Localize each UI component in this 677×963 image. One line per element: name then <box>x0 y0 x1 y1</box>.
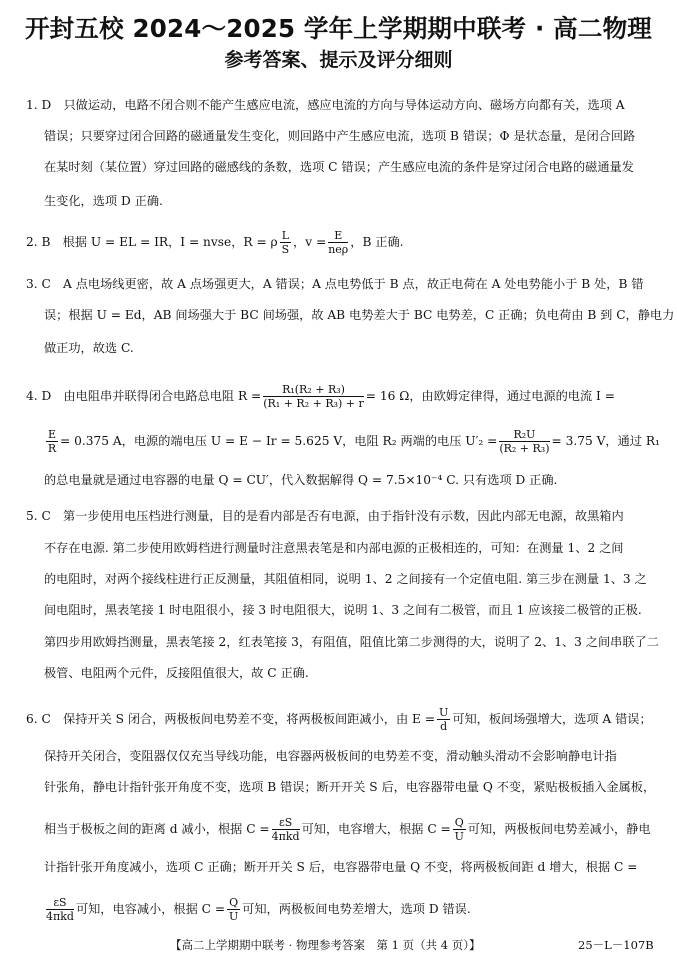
q2-line-1 <box>26 230 404 255</box>
q5-line-1: 5. C 第一步使用电压档进行测量，目的是看内部是否有电源，由于指针没有示数，因此内部无电源，故黑箱内 <box>26 509 624 523</box>
q6-fraction-capacitance-1 <box>272 817 300 842</box>
q6-line-1-b: 可知，板间场强增大，选项 A 错误； <box>452 712 652 726</box>
q4-line-1 <box>26 384 615 409</box>
q4-f3-den: (R₂ + R₃) <box>499 442 550 455</box>
q4-f1-num: R₁(R₂ + R₃) <box>263 384 364 397</box>
q2-mid: ，v = <box>293 235 327 249</box>
q4-f2-num: E <box>48 428 57 441</box>
q4-line-2-b: = 3.75 V，通过 R₁ <box>551 434 660 448</box>
q6-f1-den: d <box>440 720 448 733</box>
q6-fraction-u-over-d <box>437 707 450 732</box>
q3-line-3: 做正功，故选 C. <box>44 341 134 355</box>
q6-f5-num: Q <box>229 896 239 909</box>
q6-line-6 <box>44 897 471 922</box>
q6-line-2: 保持开关闭合，变阻器仅仅充当导线功能，电容器两极板间的电势差不变，滑动触头滑动不会影响静电计指 <box>44 749 617 763</box>
q6-f5-den: U <box>228 910 239 923</box>
q6-fraction-q-over-u-2 <box>227 897 240 922</box>
q4-fraction-e-over-r <box>46 429 58 454</box>
q2-f1-den: S <box>281 243 290 256</box>
q6-line-6-b: 可知，两极板间电势差增大，选项 D 错误. <box>242 902 471 916</box>
q4-line-2-a: = 0.375 A，电源的端电压 U = E − Ir = 5.625 V，电阻 R₂ 两端的电压 U′₂ = <box>60 434 498 448</box>
q6-line-5: 计指针张开角度减小，选项 C 正确；断开开关 S 后，电容器带电量 Q 不变，将两极板间距 d 增大，根据 C = <box>44 860 638 874</box>
page-title: 开封五校 2024～2025 学年上学期期中联考 · 高二物理 <box>24 14 652 43</box>
q3-line-1: 3. C A 点电场线更密，故 A 点场强更大，A 错误；A 点电势低于 B 点，故正电荷在 A 处电势能小于 B 处，B 错 <box>26 277 644 291</box>
q2-f2-den: neρ <box>328 243 349 256</box>
q2-f1-num: L <box>281 229 290 242</box>
q2-end: ，B 正确. <box>350 235 404 249</box>
q5-line-3: 的电阻时，对两个接线柱进行正反测量，其阻值相同，说明 1、2 之间接有一个定值电阻. 第三步在测量 1、3 之 <box>44 572 647 586</box>
q4-line-3: 的总电量就是通过电容器的电量 Q = CU′，代入数据解得 Q = 7.5×10⁻⁴ C. 只有选项 D 正确. <box>44 473 558 487</box>
q6-f4-num: εS <box>46 897 74 910</box>
q1-line-1: 1. D 只做运动，电路不闭合则不能产生感应电流，感应电流的方向与导体运动方向、磁场方向都有关，选项 A <box>26 98 625 112</box>
q6-f3-den: U <box>454 830 464 843</box>
q6-f3-num: Q <box>454 816 464 829</box>
q5-line-5: 第四步用欧姆挡测量，黑表笔接 2，红表笔接 3，有阻值，阻值比第二步测得的大，说明了 2、1、3 之间串联了二 <box>44 635 659 649</box>
q6-f4-den: 4πkd <box>46 910 74 923</box>
q6-line-6-a: 可知，电容减小，根据 C = <box>75 902 226 916</box>
q5-line-4: 间电阻时，黑表笔接 1 时电阻很小，接 3 时电阻很大，说明 1、3 之间有二极管，而且 1 应该接二极管的正极. <box>44 603 642 617</box>
q2-fraction-v <box>328 230 348 255</box>
page-subtitle: 参考答案、提示及评分细则 <box>224 49 453 71</box>
q6-f2-den: 4πkd <box>271 830 300 843</box>
q4-f3-num: R₂U <box>499 429 549 442</box>
q1-line-3: 在某时刻（某位置）穿过回路的磁感线的条数，选项 C 错误；产生感应电流的条件是穿过闭合电路的磁通量发 <box>44 160 634 174</box>
q4-lead: 4. D 由电阻串并联得闭合电路总电阻 R = <box>26 389 262 403</box>
q1-line-2: 错误；只要穿过闭合回路的磁通量发生变化，则回路中产生感应电流，选项 B 错误；Φ 是状态量，是闭合回路 <box>44 129 636 143</box>
q4-f2-den: R <box>47 442 57 455</box>
q5-line-6: 极管、电阻两个元件，反接阻值很大，故 C 正确. <box>44 666 309 680</box>
q4-line-1-end: = 16 Ω，由欧姆定律得，通过电源的电流 I = <box>365 389 615 403</box>
q1-line-4: 生变化，选项 D 正确. <box>44 194 163 208</box>
q6-line-4-b: 可知，电容增大，根据 C = <box>301 822 451 836</box>
q6-f1-num: U <box>439 706 449 719</box>
q2-lead: 2. B 根据 U = EL = IR，I = nvse，R = ρ <box>26 235 278 249</box>
q6-fraction-q-over-u-1 <box>453 817 466 842</box>
q6-line-3: 针张角，静电计指针张开角度不变，选项 B 错误；断开开关 S 后，电容器带电量 Q 不变，紧贴极板插入金属板， <box>44 780 656 794</box>
q2-fraction-l-over-s <box>280 230 291 255</box>
q4-fraction-voltage <box>499 429 549 454</box>
q6-line-4-a: 相当于极板之间的距离 d 减小，根据 C = <box>44 822 270 836</box>
q6-line-1 <box>26 707 652 732</box>
page-footer: 【高二上学期期中联考 · 物理参考答案 第 1 页（共 4 页）】 <box>170 938 481 952</box>
q6-f2-num: εS <box>272 817 300 830</box>
q4-fraction-total-resistance <box>263 384 364 409</box>
q6-line-1-a: 6. C 保持开关 S 闭合，两极板间电势差不变，将两极板间距减小，由 E = <box>26 712 436 726</box>
q2-f2-num: E <box>328 230 348 243</box>
q3-line-2: 误；根据 U = Ed，AB 间场强大于 BC 间场强，故 AB 电势差大于 BC 电势差，C 正确；负电荷由 B 到 C，静电力 <box>44 308 675 322</box>
q6-line-4 <box>44 817 651 842</box>
q6-fraction-capacitance-2 <box>46 897 74 922</box>
q4-f1-den: (R₁ + R₂ + R₃) + r <box>263 397 364 410</box>
q6-line-4-c: 可知，两极板间电势差减小，静电 <box>467 822 651 836</box>
q5-line-2: 不存在电源. 第二步使用欧姆档进行测量时注意黑表笔是和内部电源的正极相连的，可知：在测量 1、2 之间 <box>44 541 624 555</box>
q4-line-2 <box>44 429 660 454</box>
document-code: 25－L－107B <box>578 938 654 952</box>
